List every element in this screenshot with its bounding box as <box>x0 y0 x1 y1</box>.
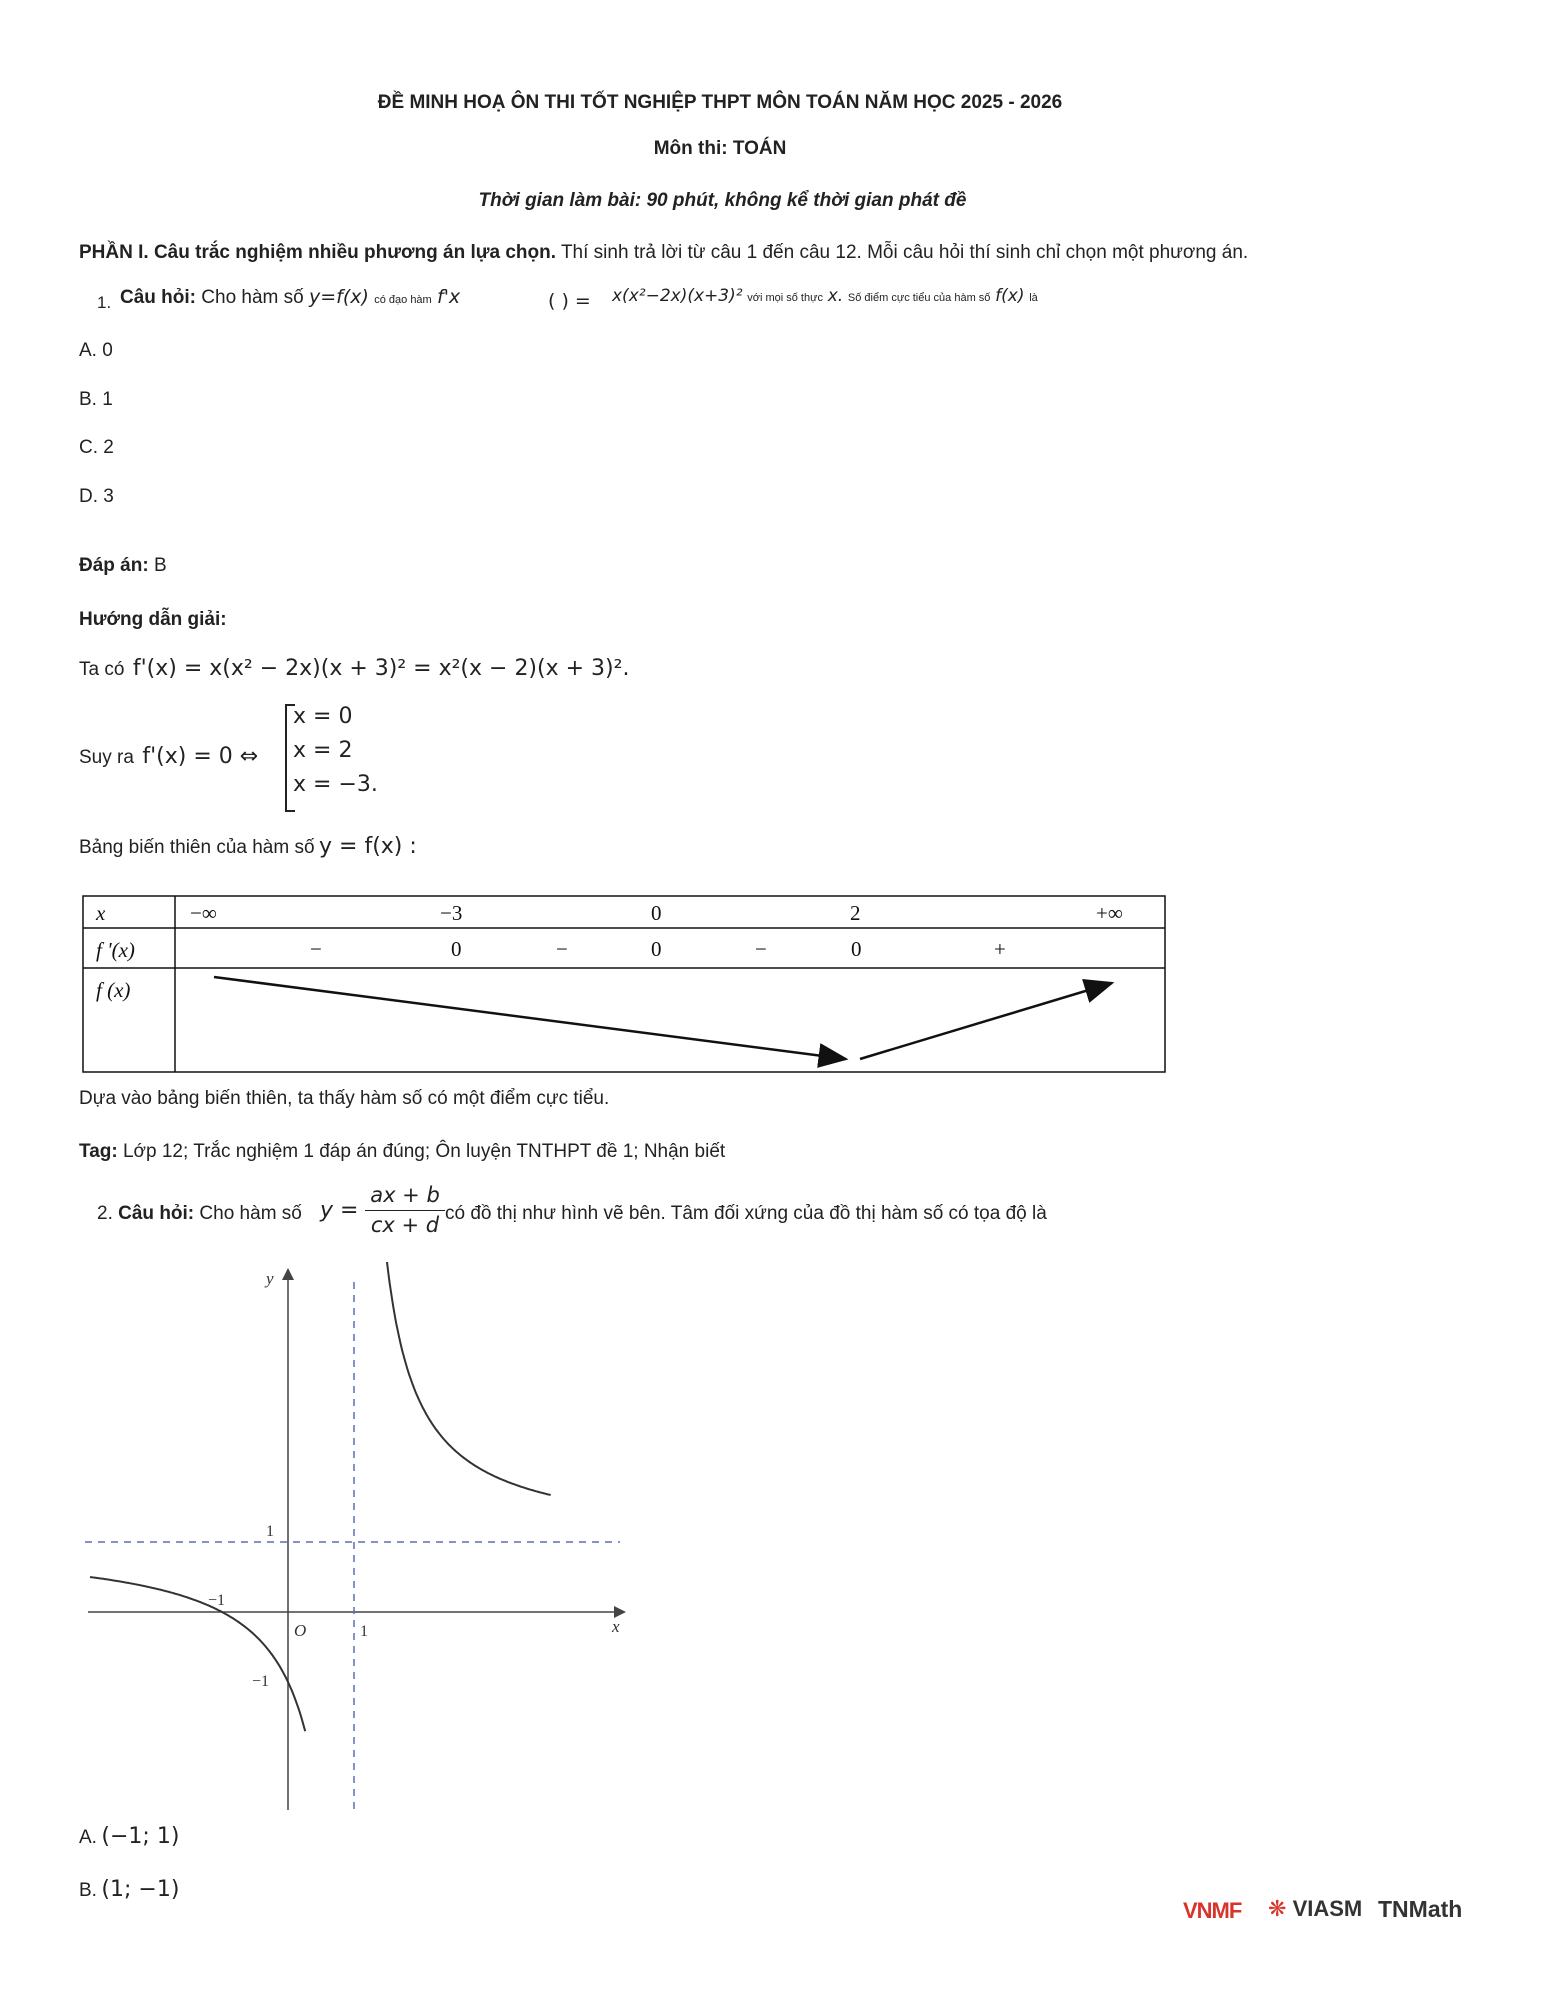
option-value: 1 <box>102 389 113 410</box>
fp-value: 0 <box>451 937 462 961</box>
q2-stem-a <box>97 1203 302 1225</box>
x-value: 2 <box>850 901 861 925</box>
x-value: +∞ <box>1096 901 1123 925</box>
option-letter: A. <box>79 340 97 361</box>
fp-value: − <box>310 937 322 961</box>
q1-label: Câu hỏi: <box>120 287 196 308</box>
row-f-label: f (x) <box>96 978 131 1002</box>
tick-y-neg: −1 <box>252 1673 270 1690</box>
tick-y-pos: 1 <box>266 1523 274 1540</box>
answer-label: Đáp án: <box>79 555 149 576</box>
viasm-mark-icon: ❋ <box>1268 1896 1287 1921</box>
option-value: 3 <box>103 486 114 507</box>
q1-func2: f(x) <box>995 286 1025 306</box>
q2-label: Câu hỏi: <box>118 1203 195 1224</box>
x-value: −3 <box>440 901 463 925</box>
fp-value: 0 <box>651 937 662 961</box>
q2-text-a: Cho hàm số <box>199 1203 302 1224</box>
roots-list <box>293 700 378 802</box>
q1-answer <box>79 555 167 577</box>
q1-number: 1. <box>97 293 112 312</box>
q1-paren: ( ) = <box>548 290 591 312</box>
option-value: 0 <box>102 340 113 361</box>
sol-prefix: Ta có <box>79 659 125 680</box>
x-axis-label: x <box>612 1617 620 1636</box>
root-2: x = 2 <box>293 738 353 763</box>
bbt-func: y = f(x) : <box>319 834 417 859</box>
root-1: x = 0 <box>293 704 353 729</box>
q1-option-a[interactable] <box>79 340 113 362</box>
tag-label: Tag: <box>79 1141 118 1162</box>
q2-graph-svg <box>80 1262 640 1822</box>
option-letter: A. <box>79 1827 97 1848</box>
increase-arrow <box>860 983 1112 1059</box>
fraction-bar <box>365 1210 445 1211</box>
x-value: −∞ <box>190 901 217 925</box>
part1-instruction: Thí sinh trả lời từ câu 1 đến câu 12. Mỗi câu hỏi thí sinh chỉ chọn một phương án. <box>560 242 1249 263</box>
graph-branch-right <box>379 1262 551 1495</box>
fp-value: + <box>994 937 1006 961</box>
option-letter: B. <box>79 1880 97 1901</box>
fp-value: − <box>556 937 568 961</box>
q1-option-b[interactable] <box>79 389 113 411</box>
q1-option-c[interactable] <box>79 437 114 459</box>
q2-denominator: cx + d <box>370 1213 440 1237</box>
viasm-logo <box>1268 1896 1362 1922</box>
sol-equation: f'(x) = 0 ⇔ <box>142 744 259 769</box>
option-value: (−1; 1) <box>101 1824 180 1849</box>
row-x-label: x <box>96 901 106 925</box>
q1-option-d[interactable] <box>79 486 114 508</box>
variation-table <box>82 895 1166 1073</box>
exam-title: ĐỀ MINH HOẠ ÔN THI TỐT NGHIỆP THPT MÔN TOÁN NĂM HỌC 2025 - 2026 <box>377 92 1063 113</box>
q1-text-d: Số điểm cực tiểu của hàm số <box>847 292 991 304</box>
q1-text-e: là <box>1029 292 1038 304</box>
q1-guide-label: Hướng dẫn giải: <box>79 609 227 630</box>
q1-tag <box>79 1141 725 1163</box>
tick-x-neg: −1 <box>208 1592 226 1609</box>
sol-equation: f'(x) = x(x² − 2x)(x + 3)² = x²(x − 2)(x + 3)². <box>132 656 630 681</box>
part1-heading: PHẦN I. Câu trắc nghiệm nhiều phương án lựa chọn. <box>79 242 557 263</box>
variation-table-svg <box>82 895 1166 1073</box>
y-axis-label: y <box>266 1269 274 1288</box>
q1-stem <box>120 286 460 309</box>
tag-value: Lớp 12; Trắc nghiệm 1 đáp án đúng; Ôn luyện TNTHPT đề 1; Nhận biết <box>122 1141 726 1162</box>
q1-solution-line2 <box>79 744 258 769</box>
answer-value: B <box>153 555 167 576</box>
q1-fx: f'x <box>437 286 461 308</box>
q1-conclusion: Dựa vào bảng biến thiên, ta thấy hàm số có một điểm cực tiểu. <box>79 1088 610 1109</box>
q2-graph <box>80 1262 640 1822</box>
q1-solution-line1 <box>79 656 629 681</box>
fp-value: 0 <box>851 937 862 961</box>
option-letter: B. <box>79 389 97 410</box>
origin-label: O <box>294 1621 307 1640</box>
q2-numerator: ax + b <box>370 1183 440 1207</box>
bbt-intro-line <box>79 834 417 859</box>
bbt-intro: Bảng biến thiên của hàm số <box>79 837 315 858</box>
option-value: 2 <box>103 437 114 458</box>
q1-func: y=f(x) <box>309 286 369 308</box>
x-value: 0 <box>651 901 662 925</box>
q1-rest <box>612 286 1038 306</box>
fp-value: − <box>755 937 767 961</box>
root-3: x = −3. <box>293 772 378 797</box>
q2-number: 2. <box>97 1203 113 1224</box>
q1-text-c: với mọi số thực <box>747 292 823 304</box>
sol-prefix: Suy ra <box>79 747 134 768</box>
q2-option-a[interactable] <box>79 1824 179 1849</box>
row-fp-label: f '(x) <box>96 938 135 962</box>
graph-branch-left <box>90 1577 305 1731</box>
option-value: (1; −1) <box>101 1877 180 1902</box>
q2-fraction <box>365 1183 445 1237</box>
q2-text-b: có đồ thị như hình vẽ bên. Tâm đối xứng của đồ thị hàm số có tọa độ là <box>445 1203 1047 1224</box>
part1-line <box>79 242 1248 264</box>
q1-text-a: Cho hàm số <box>201 287 304 308</box>
q1-text-b: có đạo hàm <box>374 294 432 306</box>
decrease-arrow <box>214 977 846 1059</box>
q2-y-eq: y = <box>320 1198 359 1223</box>
tick-x-pos: 1 <box>360 1623 368 1640</box>
q1-var: x. <box>827 286 844 306</box>
exam-subject: Môn thi: TOÁN <box>653 138 787 159</box>
option-letter: C. <box>79 437 98 458</box>
q1-expr: x(x²−2x)(x+3)² <box>612 286 743 306</box>
option-letter: D. <box>79 486 98 507</box>
viasm-text: VIASM <box>1292 1896 1363 1921</box>
q2-option-b[interactable] <box>79 1877 179 1902</box>
exam-time: Thời gian làm bài: 90 phút, không kể thời gian phát đề <box>478 190 967 211</box>
tnmath-logo: TNMath <box>1378 1896 1463 1922</box>
vnmf-logo: VNMF <box>1183 1898 1242 1923</box>
